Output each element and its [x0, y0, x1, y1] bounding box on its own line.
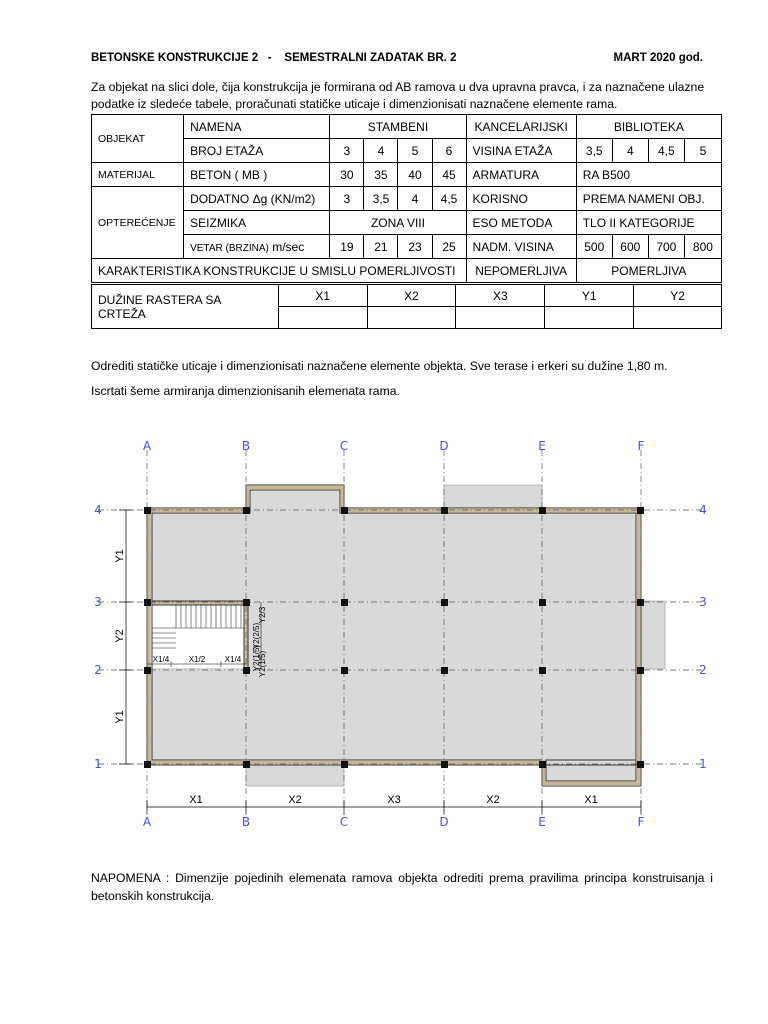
axis-label-right-3: 3 — [699, 595, 707, 609]
cell-value: 45 — [432, 163, 466, 187]
value-biblioteka: BIBLIOTEKA — [576, 115, 721, 139]
axis-label-left-2: 2 — [94, 663, 102, 677]
axis-label-bottom-b: B — [241, 815, 251, 829]
label-dodatno: DODATNO Δg (KN/m2) — [184, 187, 330, 211]
raster-value-y1[interactable] — [545, 307, 634, 329]
dim-y1-bottom: Y1 — [114, 710, 126, 724]
label-beton: BETON ( MB ) — [184, 163, 330, 187]
cell-value: 3 — [330, 187, 364, 211]
cell-value: 700 — [648, 235, 684, 259]
dim-x1-right: X1 — [584, 794, 598, 806]
raster-lengths-table — [91, 284, 722, 329]
cell-value: 21 — [364, 235, 398, 259]
dim-x1-left: X1 — [189, 794, 203, 806]
instruction-paragraph-2: Iscrtati šeme armiranja dimenzionisanih elemenata rama. — [91, 384, 400, 398]
value-nepomerljiva: NEPOMERLJIVA — [466, 259, 576, 283]
cell-value: 3,5 — [364, 187, 398, 211]
cell-value: 25 — [432, 235, 466, 259]
beam-label-x1-4-left: X1/4 — [152, 655, 170, 664]
cell-value: 4,5 — [648, 139, 684, 163]
dim-x3: X3 — [387, 794, 401, 806]
raster-value-x1[interactable] — [278, 307, 367, 329]
beam-label-x1-4-right: X1/4 — [224, 655, 242, 664]
axis-label-left-3: 3 — [94, 595, 102, 609]
axis-label-top-c: C — [339, 439, 349, 453]
label-vetar-b: m/sec — [272, 239, 305, 254]
cell-value: 23 — [398, 235, 432, 259]
cell-value: 35 — [364, 163, 398, 187]
raster-header-x2: X2 — [367, 285, 456, 307]
axis-label-top-f: F — [637, 439, 645, 453]
value-stambeni: STAMBENI — [330, 115, 466, 139]
label-karakteristika: KARAKTERISTIKA KONSTRUKCIJE U SMISLU POMERLJIVOSTI — [92, 259, 467, 283]
raster-header-y1: Y1 — [545, 285, 634, 307]
label-materijal: MATERIJAL — [92, 163, 184, 187]
raster-value-x2[interactable] — [367, 307, 456, 329]
axis-label-top-a: A — [142, 439, 152, 453]
axis-label-top-d: D — [439, 439, 449, 453]
label-seizmika: SEIZMIKA — [184, 211, 330, 235]
axis-label-bottom-f: F — [637, 815, 645, 829]
label-duzine-rastera: DUŽINE RASTERA SA CRTEŽA — [92, 285, 279, 329]
header-date: MART 2020 god. — [613, 52, 703, 64]
value-korisno: PREMA NAMENI OBJ. — [576, 187, 721, 211]
axis-label-bottom-e: E — [538, 815, 546, 829]
label-nadm-visina: NADM. VISINA — [466, 235, 576, 259]
column-label-y2-3: Y2/3 — [258, 606, 267, 624]
cell-value: 4,5 — [432, 187, 466, 211]
label-vetar-a: VETAR (BRZINA) — [190, 242, 269, 254]
axis-label-right-4: 4 — [699, 503, 707, 517]
value-tlo: TLO II KATEGORIJE — [576, 211, 721, 235]
label-visina-etaza: VISINA ETAŽA — [466, 139, 576, 163]
axis-label-bottom-d: D — [439, 815, 449, 829]
dim-y2: Y2 — [114, 629, 126, 643]
cell-value: 5 — [684, 139, 721, 163]
label-opterecenje: OPTEREĆENJE — [92, 187, 184, 259]
axis-label-right-2: 2 — [699, 663, 707, 677]
label-namena: NAMENA — [184, 115, 330, 139]
axis-label-bottom-a: A — [142, 815, 152, 829]
header-title: BETONSKE KONSTRUKCIJE 2 - SEMESTRALNI ZADATAK BR. 2 — [91, 52, 457, 64]
dim-x2-right: X2 — [486, 794, 500, 806]
column-label-y2-1-5: Y2(1/5) — [252, 644, 261, 672]
label-vetar — [184, 235, 330, 259]
label-armatura: ARMATURA — [466, 163, 576, 187]
dim-x2-left: X2 — [288, 794, 302, 806]
label-korisno: KORISNO — [466, 187, 576, 211]
axis-label-bottom-c: C — [339, 815, 349, 829]
table-row — [92, 139, 722, 163]
floor-plan-drawing — [88, 430, 718, 835]
axis-label-left-4: 4 — [94, 503, 102, 517]
input-data-table — [91, 114, 722, 283]
cell-value: 40 — [398, 163, 432, 187]
cell-value: 3 — [330, 139, 364, 163]
axis-label-top-e: E — [538, 439, 546, 453]
cell-value: 600 — [612, 235, 648, 259]
cell-value: 30 — [330, 163, 364, 187]
value-pomerljiva: POMERLJIVA — [576, 259, 721, 283]
raster-value-y2[interactable] — [634, 307, 722, 329]
page-header — [91, 52, 703, 68]
axis-label-right-1: 1 — [699, 757, 707, 771]
cell-value: 4 — [612, 139, 648, 163]
table-row — [92, 285, 722, 307]
value-armatura: RA B500 — [576, 163, 721, 187]
cell-value: 3,5 — [576, 139, 612, 163]
cell-value: 19 — [330, 235, 364, 259]
label-objekat: OBJEKAT — [92, 115, 184, 163]
table-row — [92, 187, 722, 211]
table-row — [92, 235, 722, 259]
value-kancelarijski: KANCELARIJSKI — [466, 115, 576, 139]
cell-value: 800 — [684, 235, 721, 259]
cell-value: 4 — [364, 139, 398, 163]
raster-value-x3[interactable] — [456, 307, 545, 329]
table-row — [92, 115, 722, 139]
cell-value: 500 — [576, 235, 612, 259]
table-row — [92, 163, 722, 187]
label-eso: ESO METODA — [466, 211, 576, 235]
napomena-note: NAPOMENA : Dimenzije pojedinih elemenata ramova objekta odrediti prema pravilima principa konstruisanja i betonskih konstrukcija. — [91, 871, 713, 903]
cell-value: 6 — [432, 139, 466, 163]
intro-paragraph: Za objekat na slici dole, čija konstrukcija je formirana od AB ramova u dva upravna pravca, i za naznačene ulazne podatke iz sledeće tabele, proračunati statičke uticaje i dimenzionisati naznačene elemente rama. — [91, 80, 705, 111]
cell-value: 5 — [398, 139, 432, 163]
table-row — [92, 259, 722, 283]
beam-label-x1-2: X1/2 — [188, 655, 206, 664]
label-broj-etaza: BROJ ETAŽA — [184, 139, 330, 163]
instruction-paragraph-1: Odrediti statičke uticaje i dimenzionisati naznačene elemente objekta. Sve terase i erkeri su dužine 1,80 m. — [91, 359, 668, 373]
raster-header-x1: X1 — [278, 285, 367, 307]
column-label-y2-2-5: Y2(2/5) — [252, 622, 261, 650]
terrace-bottom — [246, 765, 344, 786]
dim-y1-top: Y1 — [114, 549, 126, 563]
column-label-y2-1-5-b: Y2(1/5) — [258, 650, 267, 678]
raster-header-y2: Y2 — [634, 285, 722, 307]
raster-header-x3: X3 — [456, 285, 545, 307]
table-row — [92, 211, 722, 235]
terrace-top — [444, 485, 542, 508]
axis-label-top-b: B — [241, 439, 251, 453]
cell-value: 4 — [398, 187, 432, 211]
terrace-right — [641, 601, 665, 669]
axis-label-left-1: 1 — [94, 757, 102, 771]
value-zona: ZONA VIII — [330, 211, 466, 235]
